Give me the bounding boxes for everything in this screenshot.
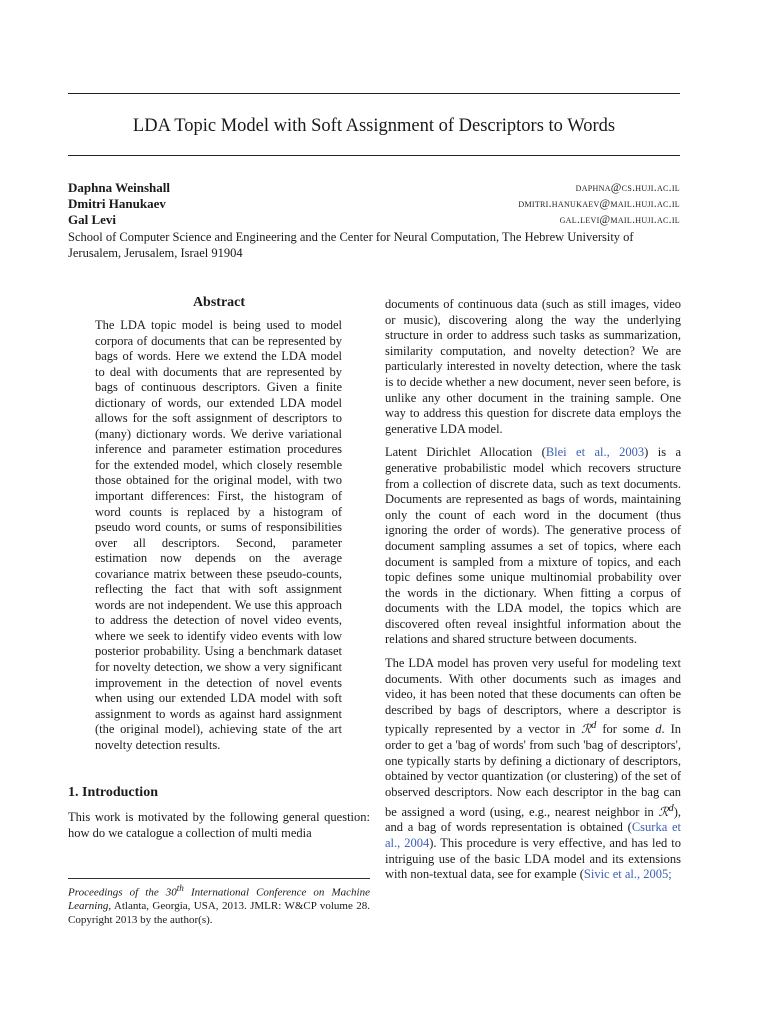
title-bottom-rule: [68, 155, 680, 156]
author-name: Daphna Weinshall: [68, 180, 171, 195]
math-symbol: ℛ: [581, 722, 592, 737]
footnote-sup: th: [176, 883, 184, 893]
title-top-rule: [68, 93, 680, 94]
citation-link[interactable]: Csurka et al., 2004: [385, 820, 681, 850]
author-email: daphna@cs.huji.ac.il: [575, 182, 680, 194]
right-column: [385, 297, 681, 891]
introduction-text: This work is motivated by the following general question: how do we catalogue a collection of multi media: [68, 810, 370, 840]
math-superscript: d: [591, 720, 597, 732]
paragraph-text: Latent Dirichlet Allocation (: [385, 445, 546, 460]
citation-link[interactable]: Blei et al., 2003: [545, 445, 645, 460]
paragraph-text: . In order to get a 'bag of words' from such 'bag of descriptors', one typically starts by defining a dictionary of descriptors, obtained by vector quantization (or clustering) of the set of observed descriptors. Now each descriptor in the bag can be assigned a word (using, e.g., nearest neighbor in: [385, 722, 681, 819]
paragraph-text: for some: [596, 722, 656, 737]
math-symbol: ℛ: [658, 804, 669, 819]
author-email: gal.levi@mail.huji.ac.il: [559, 214, 680, 226]
paragraph: documents of continuous data (such as still images, video or music), discovering along the way the underlying structure in order to address such tasks as summarization, similarity computation, and novelty detection? We are particularly interested in novelty detection, where the task is to decide whether a new document, never seen before, is unlike any other document in the training sample. One way to address this question for discrete data employs the generative LDA model.: [385, 297, 681, 436]
author-name: Dmitri Hanukaev: [68, 196, 166, 211]
citation-link[interactable]: Sivic et al., 2005;: [583, 867, 672, 882]
paragraph-text: ). This procedure is very effective, and has led to intriguing use of the basic LDA model and its extensions with non-textual data, see for example (: [385, 835, 681, 882]
math-superscript: d: [668, 802, 674, 814]
footnote-venue: Proceedings of the 30: [68, 886, 177, 899]
abstract-heading: Abstract: [192, 295, 246, 310]
author-email: dmitri.hanukaev@mail.huji.ac.il: [518, 198, 680, 210]
author-name: Gal Levi: [68, 212, 117, 227]
footnote: [68, 878, 370, 927]
left-column: [68, 294, 370, 842]
paper-title: LDA Topic Model with Soft Assignment of Descriptors to Words: [132, 116, 616, 136]
section-heading-introduction: 1. Introduction: [68, 785, 158, 801]
footnote-rest: , Atlanta, Georgia, USA, 2013. JMLR: W&CP volume 28. Copyright 2013 by the author(s).: [68, 900, 370, 926]
paragraph-text: The LDA model has proven very useful for modeling text documents. With other documents such as images and video, it has been noted that these documents can often be described by bags of descriptors, where a descriptor is typically represented by a vector in: [385, 656, 681, 737]
paragraph-text: ) is a generative probabilistic model which recovers structure from a collection of discrete data, such as text documents. Documents are represented as bags of words, maintaining only the count of each word in the document (thus ignoring the order of words). The generative process of document sampling assumes a set of topics, where each document is sampled from a mixture of topics, and each topic defines some unique multinomial probability over the words in the dictionary. When fitting a corpus of documents with the LDA model, the topics which are discovered often reveal insightful information about the relations and shared structure between documents.: [385, 445, 682, 647]
footnote-venue-rest: International Conference on Machine Learning: [68, 886, 370, 913]
author-row: [68, 180, 680, 196]
author-block: [68, 180, 680, 261]
paragraph-text: ), and a bag of words representation is obtained (: [385, 804, 681, 835]
paragraph: [385, 656, 681, 883]
affiliation: School of Computer Science and Engineering and the Center for Neural Computation, The Hebrew University of Jerusalem, Jerusalem, Israel 91904: [68, 230, 634, 260]
author-row: [68, 196, 680, 212]
math-symbol: d: [655, 722, 662, 737]
abstract-text: The LDA topic model is being used to model corpora of documents that can be represented by bags of words. Here we extend the LDA model to deal with documents that are represented by bags of continuous descriptors. Given a finite dictionary of words, our extended LDA model allows for the soft assignment of descriptors to (many) dictionary words. We derive variational inference and parameter estimation procedures for the extended model, which closely resemble those obtained for the original model, with two important differences: First, the histogram of word counts is replaced by a histogram of pseudo word counts, or sums of responsibilities over all descriptors. Second, parameter estimation now depends on the average covariance matrix between these pseudo-counts, reflecting the fact that with soft assignment words are not independent. We use this approach to address the detection of novel video events, where we seek to identify video events with low posterior probability. Using a benchmark dataset for novelty detection, we show a very significant improvement in the detection of novel events when using our extended LDA model with soft assignment to words as against hard assignment (the original model), achieving state of the art novelty detection results.: [95, 318, 342, 752]
author-row: [68, 212, 680, 228]
paragraph: [385, 445, 681, 648]
